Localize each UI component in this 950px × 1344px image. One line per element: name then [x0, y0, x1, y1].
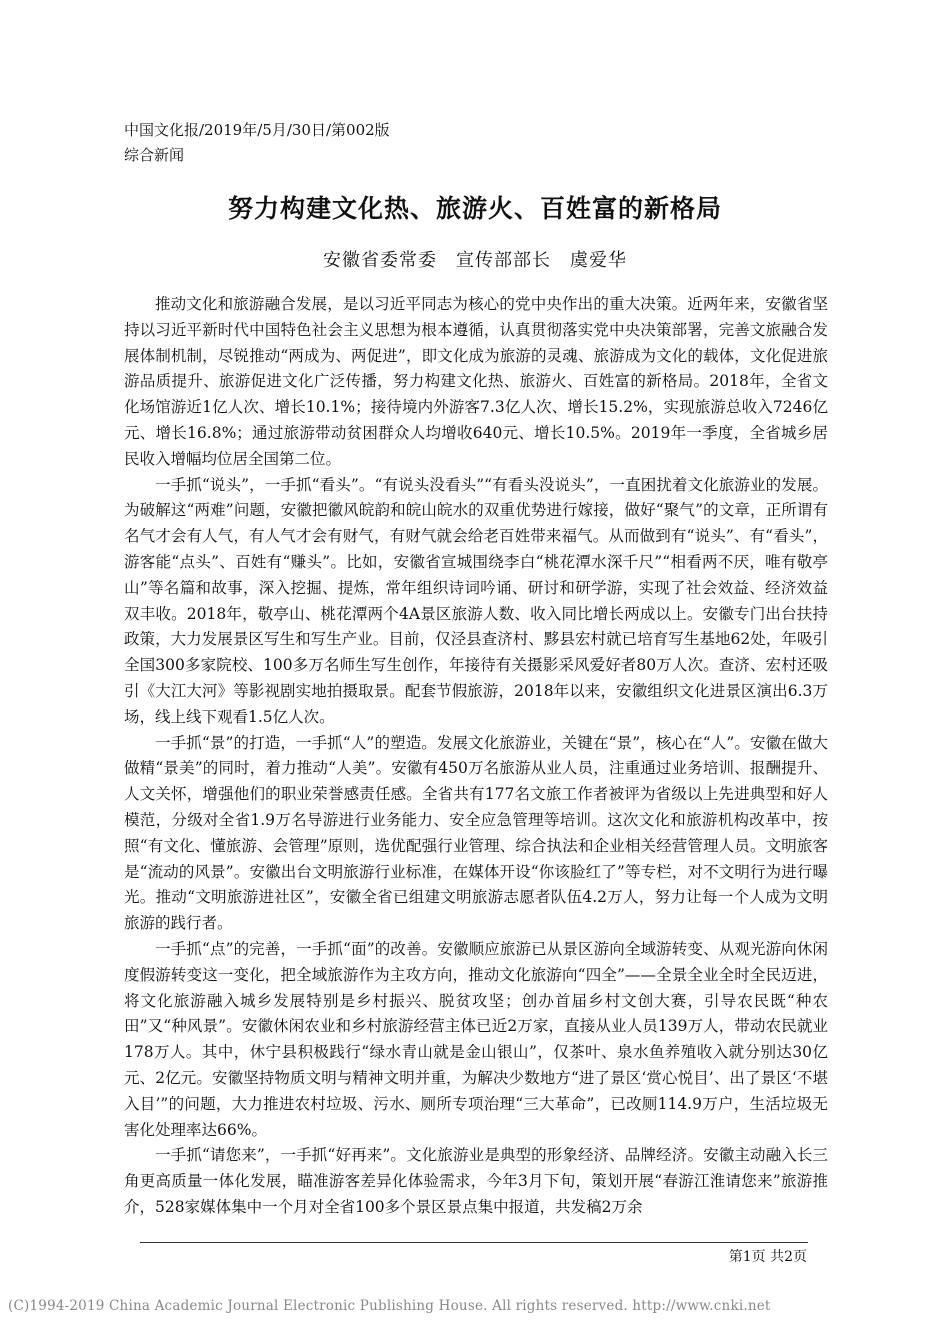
- article-title: 努力构建文化热、旅游火、百姓富的新格局: [227, 194, 722, 223]
- paragraph: 一手抓“点”的完善，一手抓“面”的改善。安徽顺应旅游已从景区游向全域游转变、从观光游向休闲度假游转变这一变化，把全域旅游作为主攻方向，推动文化旅游向“四全”——全景全业全时全民迈进，将文化旅游融入城乡发展特别是乡村振兴、脱贫攻坚；创办首届乡村文创大赛，引导农民既“种农田”又“种风景”。安徽休闲农业和乡村旅游经营主体已近2万家，直接从业人员139万人，带动农民就业178万人。其中，休宁县积极践行“绿水青山就是金山银山”，仅茶叶、泉水鱼养殖收入就分别达30亿元、2亿元。安徽坚持物质文明与精神文明并重，为解决少数地方“进了景区‘赏心悦目’、出了景区‘不堪入目’”的问题，大力推进农村垃圾、污水、厕所专项治理“三大革命”，已改厕114.9万户，生活垃圾无害化处理率达66%。: [124, 939, 828, 1139]
- paragraph: 一手抓“景”的打造，一手抓“人”的塑造。发展文化旅游业，关键在“景”，核心在“人”。安徽在做大做精“景美”的同时，着力推动“人美”。安徽有450万名旅游从业人员，注重通过业务培训、报酬提升、人文关怀，增强他们的职业荣誉感责任感。全省共有177名文旅工作者被评为省级以上先进典型和好人模范，分级对全省1.9万名导游进行业务能力、安全应急管理等培训。这次文化和旅游机构改革中，按照“有文化、懂旅游、会管理”原则，选优配强行业管理、综合执法和企业相关经营管理人员。文明旅客是“流动的风景”。安徽出台文明旅游行业标准，在媒体开设“你该脸红了”等专栏，对不文明行为进行曝光。推动“文明旅游进社区”，安徽全省已组建文明旅游志愿者队伍4.2万人，努力让每一个人成为文明旅游的践行者。: [124, 733, 828, 933]
- paragraph: 一手抓“请您来”，一手抓“好再来”。文化旅游业是典型的形象经济、品牌经济。安徽主动融入长三角更高质量一体化发展，瞄准游客差异化体验需求，今年3月下旬，策划开展“春游江淮请您来”旅游推介，528家媒体集中一个月对全省100多个景区景点集中报道，共发稿2万余: [124, 1146, 828, 1216]
- publication-source: [124, 118, 390, 168]
- copyright-footer: (C)1994-2019 China Academic Journal Electronic Publishing House. All rights reserved. http://www.cnki.net: [8, 1298, 771, 1314]
- paragraph: 推动文化和旅游融合发展，是以习近平同志为核心的党中央作出的重大决策。近两年来，安徽省坚持以习近平新时代中国特色社会主义思想为根本遵循，认真贯彻落实党中央决策部署，完善文旅融合发展体制机制，尽锐推动“两成为、两促进”，即文化成为旅游的灵魂、旅游成为文化的载体，文化促进旅游品质提升、旅游促进文化广泛传播，努力构建文化热、旅游火、百姓富的新格局。2018年，全省文化场馆游近1亿人次、增长10.1%；接待境内外游客7.3亿人次、增长15.2%，实现旅游总收入7246亿元、增长16.8%；通过旅游带动贫困群众人均增收640元、增长10.5%。2019年一季度，全省城乡居民收入增幅均位居全国第二位。: [124, 295, 828, 468]
- footer-divider: [140, 1242, 808, 1243]
- page-number: 第1页 共2页: [728, 1249, 807, 1265]
- section-name: 综合新闻: [124, 146, 185, 164]
- source-line: 中国文化报/2019年/5月/30日/第002版: [124, 121, 390, 139]
- article-author: 安徽省委常委 宣传部部长 虞爱华: [323, 250, 627, 271]
- article-body: [124, 292, 828, 1221]
- paragraph: 一手抓“说头”，一手抓“看头”。“有说头没看头”“有看头没说头”，一直困扰着文化旅游业的发展。为破解这“两难”问题，安徽把徽风皖韵和皖山皖水的双重优势进行嫁接，做好“聚气”的文章，正所谓有名气才会有人气，有人气才会有财气，有财气就会给老百姓带来福气。从而做到有“说头”、有“看头”，游客能“点头”、百姓有“赚头”。比如，安徽省宣城围绕李白“桃花潭水深千尺”“相看两不厌，唯有敬亭山”等名篇和故事，深入挖掘、提炼，常年组织诗词吟诵、研讨和研学游，实现了社会效益、经济效益双丰收。2018年，敬亭山、桃花潭两个4A景区旅游人数、收入同比增长两成以上。安徽专门出台扶持政策，大力发展景区写生和写生产业。目前，仅泾县查济村、黟县宏村就已培育写生基地62处，年吸引全国300多家院校、100多万名师生写生创作，年接待有关摄影采风爱好者80万人次。查济、宏村还吸引《大江大河》等影视剧实地拍摄取景。配套节假旅游，2018年以来，安徽组织文化进景区演出6.3万场，线上线下观看1.5亿人次。: [124, 475, 828, 726]
